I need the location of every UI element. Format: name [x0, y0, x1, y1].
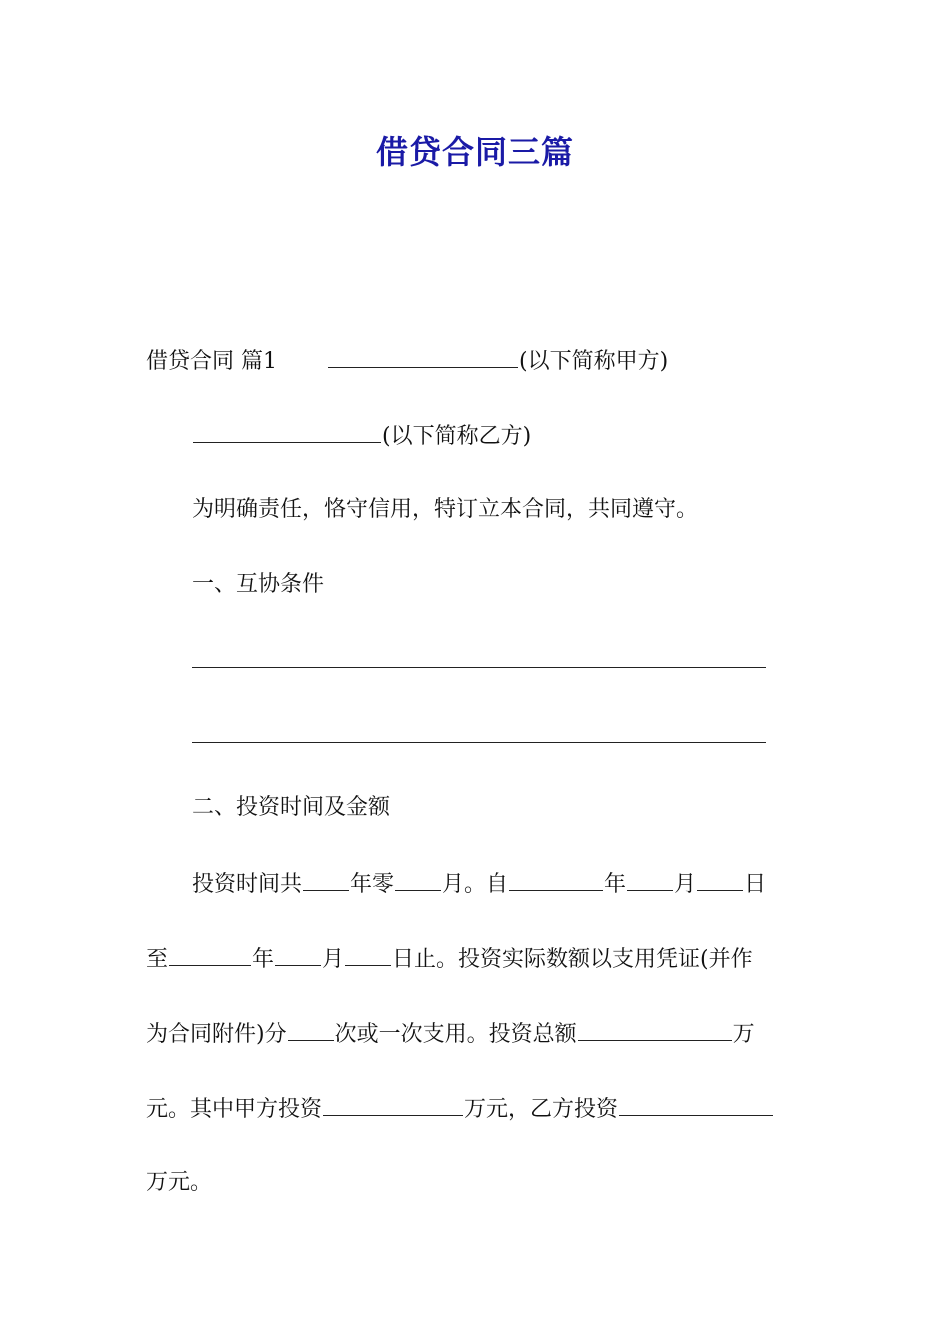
intro-paragraph: 为明确责任，恪守信用，特订立本合同，共同遵守。: [192, 497, 699, 522]
text-segment: 月。自: [442, 872, 509, 897]
end-year-blank: [169, 943, 251, 966]
party-b-label: (以下简称乙方): [382, 424, 532, 449]
para-line-1: [192, 868, 766, 900]
text-segment: 月: [322, 947, 345, 972]
party-a-label: (以下简称甲方): [519, 349, 669, 374]
party-a-investment-blank: [323, 1093, 463, 1116]
start-month-blank: [627, 868, 673, 891]
text-segment: 万: [732, 1022, 755, 1047]
party-a-line: [146, 345, 668, 377]
condition-blank-2: [192, 742, 766, 743]
text-segment: 年: [252, 947, 275, 972]
text-segment: 月: [674, 872, 697, 897]
text-segment: 日止。投资实际数额以支用凭证(并作: [392, 947, 753, 972]
contract-heading: 借贷合同 篇1: [146, 349, 277, 374]
para-line-4: [146, 1093, 774, 1125]
months-blank: [395, 868, 441, 891]
total-amount-blank: [578, 1018, 732, 1041]
text-segment: 至: [146, 947, 169, 972]
end-day-blank: [345, 943, 391, 966]
years-blank: [303, 868, 349, 891]
party-b-line: [192, 420, 531, 452]
document-title: 借贷合同三篇: [375, 133, 574, 171]
section-1-heading: 一、互协条件: [192, 572, 325, 597]
text-segment: 投资时间共: [192, 872, 303, 897]
party-a-blank: [328, 345, 518, 368]
text-segment: 次或一次支用。投资总额: [334, 1022, 577, 1047]
para-line-2: [146, 943, 753, 975]
para-line-3: [146, 1018, 755, 1050]
condition-blank-1: [192, 667, 766, 668]
party-b-investment-blank: [619, 1093, 773, 1116]
section-2-heading: 二、投资时间及金额: [192, 795, 391, 820]
text-segment: 为合同附件)分: [146, 1022, 287, 1047]
text-segment: 日: [744, 872, 767, 897]
text-segment: 年: [604, 872, 627, 897]
text-segment: 年零: [350, 872, 395, 897]
text-segment: 元。其中甲方投资: [146, 1097, 323, 1122]
start-year-blank: [509, 868, 603, 891]
installments-blank: [288, 1018, 334, 1041]
party-b-blank: [193, 420, 381, 443]
start-day-blank: [697, 868, 743, 891]
end-month-blank: [275, 943, 321, 966]
text-segment: 万元，乙方投资: [464, 1097, 619, 1122]
para-line-5: 万元。: [146, 1170, 213, 1195]
